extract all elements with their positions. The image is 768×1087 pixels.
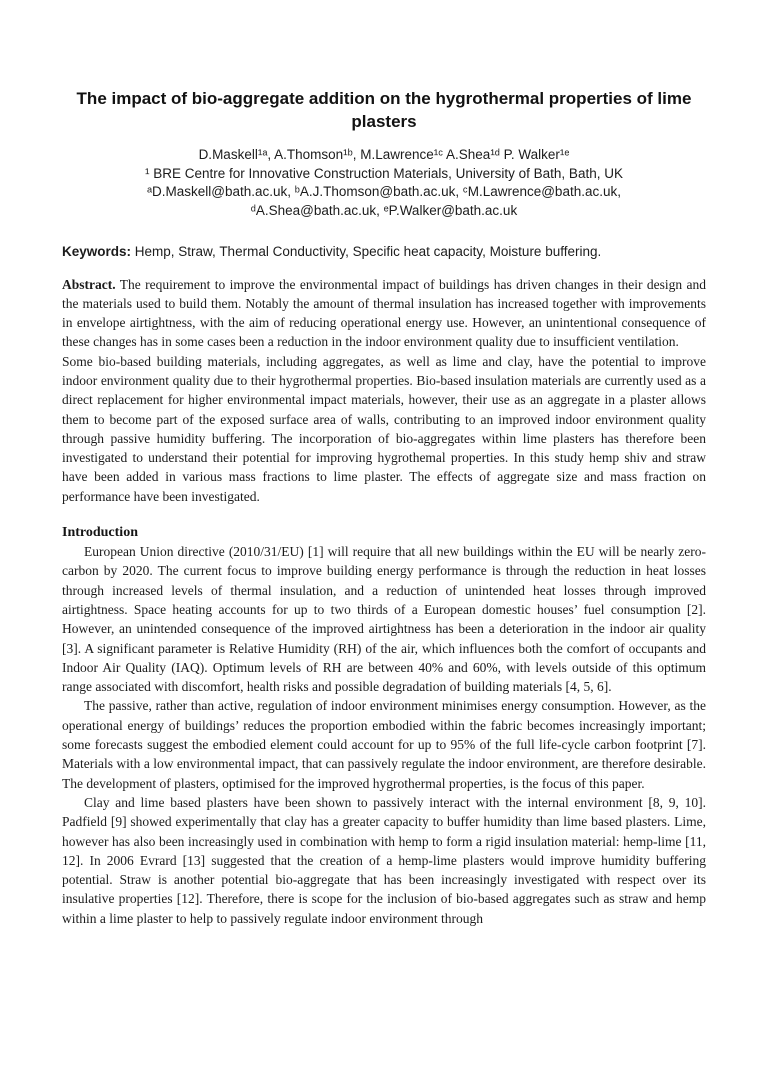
- authors-line: D.Maskell¹ᵃ, A.Thomson¹ᵇ, M.Lawrence¹ᶜ A.Shea¹ᵈ P. Walker¹ᵉ: [198, 147, 570, 162]
- emails-line-2: ᵈA.Shea@bath.ac.uk, ᵉP.Walker@bath.ac.uk: [250, 202, 518, 218]
- introduction-paragraph-1: European Union directive (2010/31/EU) [1] will require that all new buildings within the EU will be nearly zero-carbon by 2020. The current focus to improve building energy performance is through the reduction in heat losses through increased levels of thermal insulation, and a reduction of unintended heat losses through improved airtightness. Space heating accounts for up to two thirds of a European domestic houses’ fuel consumption [2]. However, an unintended consequence of the improved airtightness has been a deterioration in the indoor air quality [3]. A significant parameter is Relative Humidity (RH) of the air, which influences both the comfort of occupants and Indoor Air Quality (IAQ). Optimum levels of RH are between 40% and 60%, with levels outside of this optimum range associated with discomfort, health risks and possible degradation of building materials [4, 5, 6].: [62, 544, 706, 695]
- keywords-section: [62, 243, 670, 262]
- author-block: [62, 146, 706, 220]
- keywords-text: Hemp, Straw, Thermal Conductivity, Specific heat capacity, Moisture buffering.: [131, 244, 602, 259]
- abstract-paragraph-1-text: The requirement to improve the environmental impact of buildings has driven changes in their design and the materials used to build them. Notably the amount of thermal insulation has increased together with improvements in envelope airtightness, with the aim of reducing operational energy use. However, an unintentional consequence of these changes has in some cases been a reduction in the indoor environment quality due to insufficient ventilation.: [62, 276, 706, 350]
- abstract-label: Abstract.: [62, 276, 116, 292]
- paper-title: The impact of bio-aggregate addition on the hygrothermal properties of lime plasters: [76, 89, 692, 131]
- abstract-paragraph-2: Some bio-based building materials, including aggregates, as well as lime and clay, have the potential to improve indoor environment quality due to their hygrothermal properties. Bio-based insulation materials are currently used as a direct replacement for higher environmental impact materials, however, their use as an aggregate in a plaster allows them to become part of the exposed surface area of walls, contributing to an improved indoor environment quality through passive humidity buffering. The incorporation of bio-aggregates within lime plasters has therefore been investigated to understand their potential for improving hygrothemal properties. In this study hemp shiv and straw have been added in various mass fractions to lime plaster. The effects of aggregate size and mass fraction on performance have been investigated.: [62, 353, 706, 504]
- emails-line-1: ᵃD.Maskell@bath.ac.uk, ᵇA.J.Thomson@bath.ac.uk, ᶜM.Lawrence@bath.ac.uk,: [147, 184, 621, 199]
- affiliation-line: ¹ BRE Centre for Innovative Construction Materials, University of Bath, Bath, UK: [145, 165, 623, 181]
- abstract-section: [62, 275, 706, 507]
- introduction-paragraph-2: The passive, rather than active, regulation of indoor environment minimises energy consumption. However, as the operational energy of buildings’ reduces the proportion embodied within the fabric becomes increasingly important; some forecasts suggest the embodied element could account for up to 95% of the full life-cycle carbon footprint [7]. Materials with a low environmental impact, that can passively regulate the indoor environment, are therefore desirable. The development of plasters, optimised for the improved hygrothermal properties, is the focus of this paper.: [62, 698, 706, 791]
- keywords-label: Keywords:: [62, 244, 132, 259]
- introduction-paragraph-3: Clay and lime based plasters have been shown to passively interact with the internal environment [8, 9, 10]. Padfield [9] showed experimentally that clay has a greater capacity to buffer humidity than lime based plasters. Lime, however has also been increasingly used in combination with hemp to form a rigid insulation material: hemp-lime [11, 12]. In 2006 Evrard [13] suggested that the creation of a hemp-lime plasters would improve humidity buffering potential. Straw is another potential bio-aggregate that has been increasingly investigated with respect over its insulative properties [12]. Therefore, there is scope for the inclusion of bio-based aggregates such as straw and hemp within a lime plaster to help to passively regulate indoor environment through: [62, 794, 706, 926]
- abstract-paragraph-1: [62, 275, 706, 352]
- introduction-heading: Introduction: [62, 525, 138, 541]
